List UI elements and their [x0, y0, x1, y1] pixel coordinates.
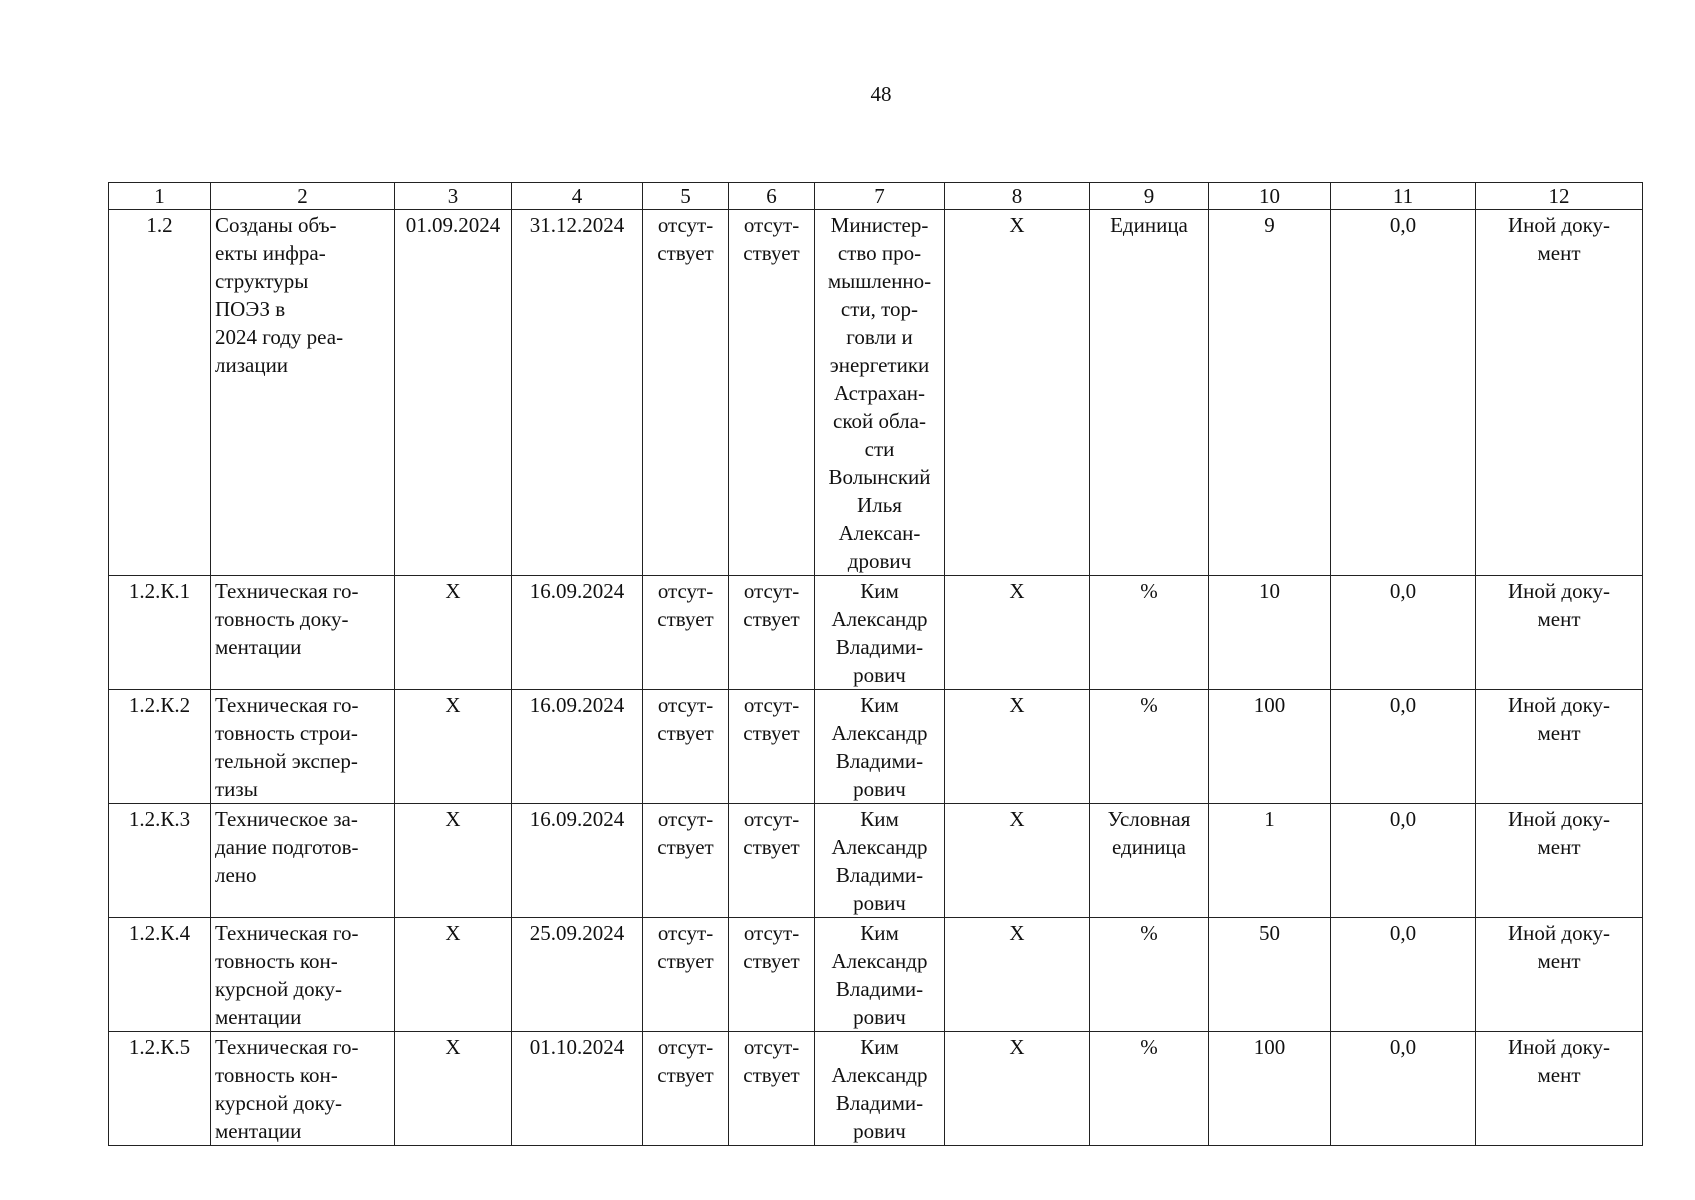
cell-line: отсут-: [657, 1035, 714, 1059]
cell-line: товность доку-: [215, 607, 349, 631]
result-name-cell: [211, 690, 395, 804]
cell-line: ствует: [657, 721, 714, 745]
cell-line: ментации: [215, 635, 302, 659]
cell-line: энергетики: [829, 353, 930, 377]
end-date-cell: 16.09.2024: [512, 804, 643, 918]
document-type-cell: [1476, 1032, 1643, 1146]
document-type-cell: [1476, 918, 1643, 1032]
table-row: [109, 210, 1643, 576]
result-name-cell: [211, 210, 395, 576]
end-date-cell: 31.12.2024: [512, 210, 643, 576]
column-8-cell: X: [945, 690, 1090, 804]
cell-line: Александр: [831, 835, 928, 859]
cell-line: Александр: [831, 1063, 928, 1087]
column-number: 10: [1209, 183, 1331, 210]
cell-line: Александр: [831, 607, 928, 631]
cell-line: сти, тор-: [840, 297, 919, 321]
cell-line: отсут-: [743, 1035, 800, 1059]
cell-line: ствует: [657, 1063, 714, 1087]
cell-line: Владими-: [835, 977, 924, 1001]
cell-line: %: [1140, 1035, 1158, 1059]
result-name-cell: [211, 804, 395, 918]
row-number-cell: 1.2.К.1: [109, 576, 211, 690]
start-date-cell: X: [395, 576, 512, 690]
cell-line: ствует: [657, 241, 714, 265]
cell-line: Ким: [860, 807, 899, 831]
column-number: 8: [945, 183, 1090, 210]
cell-line: Владими-: [835, 1091, 924, 1115]
responsible-cell: [815, 690, 945, 804]
cell-line: дание подготов-: [215, 835, 359, 859]
column-number-row: [109, 183, 1643, 210]
end-date-cell: 16.09.2024: [512, 576, 643, 690]
cell-line: мент: [1537, 835, 1581, 859]
value-cell: 100: [1209, 690, 1331, 804]
data-table: [108, 182, 1643, 1146]
cell-line: Владими-: [835, 749, 924, 773]
column-11-cell: 0,0: [1331, 576, 1476, 690]
cell-line: отсут-: [743, 213, 800, 237]
cell-line: Техническое за-: [215, 807, 358, 831]
cell-line: Иной доку-: [1508, 807, 1610, 831]
column-6-cell: [729, 1032, 815, 1146]
column-6-cell: [729, 210, 815, 576]
cell-line: товность кон-: [215, 1063, 338, 1087]
cell-line: единица: [1111, 835, 1186, 859]
cell-line: Единица: [1110, 213, 1188, 237]
column-number: 9: [1090, 183, 1209, 210]
unit-cell: [1090, 1032, 1209, 1146]
cell-line: %: [1140, 921, 1158, 945]
cell-line: мент: [1537, 241, 1581, 265]
cell-line: дрович: [847, 549, 912, 573]
cell-line: лизации: [215, 353, 289, 377]
responsible-cell: [815, 210, 945, 576]
column-5-cell: [643, 918, 729, 1032]
cell-line: отсут-: [657, 693, 714, 717]
cell-line: Созданы объ-: [215, 213, 337, 237]
value-cell: 10: [1209, 576, 1331, 690]
responsible-cell: [815, 918, 945, 1032]
column-number: 5: [643, 183, 729, 210]
end-date-cell: 25.09.2024: [512, 918, 643, 1032]
cell-line: Техническая го-: [215, 1035, 359, 1059]
cell-line: рович: [853, 891, 906, 915]
cell-line: курсной доку-: [215, 1091, 343, 1115]
column-8-cell: X: [945, 210, 1090, 576]
cell-line: отсут-: [657, 213, 714, 237]
responsible-cell: [815, 1032, 945, 1146]
cell-line: товность строи-: [215, 721, 358, 745]
cell-line: мент: [1537, 1063, 1581, 1087]
start-date-cell: X: [395, 918, 512, 1032]
cell-line: ствует: [743, 835, 800, 859]
cell-line: отсут-: [743, 579, 800, 603]
column-5-cell: [643, 210, 729, 576]
result-name-cell: [211, 576, 395, 690]
column-number: 12: [1476, 183, 1643, 210]
unit-cell: [1090, 804, 1209, 918]
table-row: [109, 576, 1643, 690]
cell-line: Волынский: [828, 465, 931, 489]
cell-line: курсной доку-: [215, 977, 343, 1001]
column-11-cell: 0,0: [1331, 918, 1476, 1032]
cell-line: Алексан-: [838, 521, 921, 545]
cell-line: мент: [1537, 721, 1581, 745]
column-5-cell: [643, 804, 729, 918]
cell-line: отсут-: [743, 693, 800, 717]
unit-cell: [1090, 576, 1209, 690]
responsible-cell: [815, 576, 945, 690]
cell-line: ментации: [215, 1119, 302, 1143]
cell-line: ской обла-: [833, 409, 926, 433]
cell-line: отсут-: [743, 921, 800, 945]
cell-line: отсут-: [657, 807, 714, 831]
cell-line: ствует: [743, 241, 800, 265]
row-number-cell: 1.2.К.2: [109, 690, 211, 804]
row-number-cell: 1.2.К.3: [109, 804, 211, 918]
cell-line: ствует: [657, 835, 714, 859]
cell-line: Илья: [857, 493, 902, 517]
cell-line: Владими-: [835, 635, 924, 659]
start-date-cell: X: [395, 804, 512, 918]
cell-line: ПОЭЗ в: [215, 297, 286, 321]
column-6-cell: [729, 918, 815, 1032]
cell-line: Ким: [860, 579, 899, 603]
value-cell: 50: [1209, 918, 1331, 1032]
cell-line: рович: [853, 777, 906, 801]
cell-line: %: [1140, 693, 1158, 717]
document-type-cell: [1476, 690, 1643, 804]
column-11-cell: 0,0: [1331, 210, 1476, 576]
column-5-cell: [643, 1032, 729, 1146]
column-6-cell: [729, 576, 815, 690]
column-6-cell: [729, 804, 815, 918]
column-8-cell: X: [945, 576, 1090, 690]
column-number: 4: [512, 183, 643, 210]
cell-line: Иной доку-: [1508, 693, 1610, 717]
cell-line: рович: [853, 1005, 906, 1029]
column-11-cell: 0,0: [1331, 804, 1476, 918]
cell-line: Иной доку-: [1508, 579, 1610, 603]
column-number: 2: [211, 183, 395, 210]
cell-line: Ким: [860, 1035, 899, 1059]
responsible-cell: [815, 804, 945, 918]
column-number: 3: [395, 183, 512, 210]
column-5-cell: [643, 576, 729, 690]
cell-line: Александр: [831, 949, 928, 973]
row-number-cell: 1.2.К.4: [109, 918, 211, 1032]
unit-cell: [1090, 690, 1209, 804]
row-number-cell: 1.2.К.5: [109, 1032, 211, 1146]
document-type-cell: [1476, 576, 1643, 690]
cell-line: 2024 году реа-: [215, 325, 344, 349]
cell-line: Иной доку-: [1508, 213, 1610, 237]
value-cell: 9: [1209, 210, 1331, 576]
cell-line: отсут-: [657, 921, 714, 945]
cell-line: %: [1140, 579, 1158, 603]
cell-line: отсут-: [657, 579, 714, 603]
cell-line: тельной экспер-: [215, 749, 358, 773]
cell-line: Техническая го-: [215, 579, 359, 603]
column-number: 11: [1331, 183, 1476, 210]
column-number: 6: [729, 183, 815, 210]
unit-cell: [1090, 210, 1209, 576]
cell-line: ство про-: [837, 241, 922, 265]
cell-line: ствует: [743, 1063, 800, 1087]
cell-line: ствует: [743, 721, 800, 745]
cell-line: отсут-: [743, 807, 800, 831]
table-row: [109, 690, 1643, 804]
column-5-cell: [643, 690, 729, 804]
cell-line: Министер-: [830, 213, 929, 237]
table-row: [109, 804, 1643, 918]
cell-line: Условная: [1107, 807, 1191, 831]
cell-line: тизы: [215, 777, 258, 801]
cell-line: ментации: [215, 1005, 302, 1029]
column-8-cell: X: [945, 918, 1090, 1032]
start-date-cell: 01.09.2024: [395, 210, 512, 576]
row-number-cell: 1.2: [109, 210, 211, 576]
cell-line: говли и: [846, 325, 913, 349]
end-date-cell: 16.09.2024: [512, 690, 643, 804]
start-date-cell: X: [395, 1032, 512, 1146]
cell-line: Ким: [860, 921, 899, 945]
cell-line: мент: [1537, 949, 1581, 973]
table-row: [109, 1032, 1643, 1146]
page-number: 48: [870, 82, 892, 106]
column-number: 7: [815, 183, 945, 210]
column-6-cell: [729, 690, 815, 804]
end-date-cell: 01.10.2024: [512, 1032, 643, 1146]
cell-line: ствует: [657, 607, 714, 631]
column-11-cell: 0,0: [1331, 1032, 1476, 1146]
cell-line: мышленно-: [827, 269, 932, 293]
cell-line: ствует: [743, 949, 800, 973]
cell-line: Техническая го-: [215, 693, 359, 717]
cell-line: Ким: [860, 693, 899, 717]
column-8-cell: X: [945, 1032, 1090, 1146]
cell-line: Александр: [831, 721, 928, 745]
cell-line: екты инфра-: [215, 241, 326, 265]
result-name-cell: [211, 1032, 395, 1146]
cell-line: сти: [864, 437, 895, 461]
result-name-cell: [211, 918, 395, 1032]
cell-line: Владими-: [835, 863, 924, 887]
document-type-cell: [1476, 804, 1643, 918]
cell-line: рович: [853, 663, 906, 687]
cell-line: Техническая го-: [215, 921, 359, 945]
column-11-cell: 0,0: [1331, 690, 1476, 804]
column-8-cell: X: [945, 804, 1090, 918]
cell-line: лено: [215, 863, 257, 887]
cell-line: товность кон-: [215, 949, 338, 973]
cell-line: ствует: [743, 607, 800, 631]
cell-line: мент: [1537, 607, 1581, 631]
cell-line: рович: [853, 1119, 906, 1143]
cell-line: структуры: [215, 269, 309, 293]
column-number: 1: [109, 183, 211, 210]
cell-line: Астрахан-: [834, 381, 925, 405]
value-cell: 100: [1209, 1032, 1331, 1146]
cell-line: Иной доку-: [1508, 921, 1610, 945]
start-date-cell: X: [395, 690, 512, 804]
value-cell: 1: [1209, 804, 1331, 918]
document-type-cell: [1476, 210, 1643, 576]
unit-cell: [1090, 918, 1209, 1032]
cell-line: Иной доку-: [1508, 1035, 1610, 1059]
table-row: [109, 918, 1643, 1032]
cell-line: ствует: [657, 949, 714, 973]
